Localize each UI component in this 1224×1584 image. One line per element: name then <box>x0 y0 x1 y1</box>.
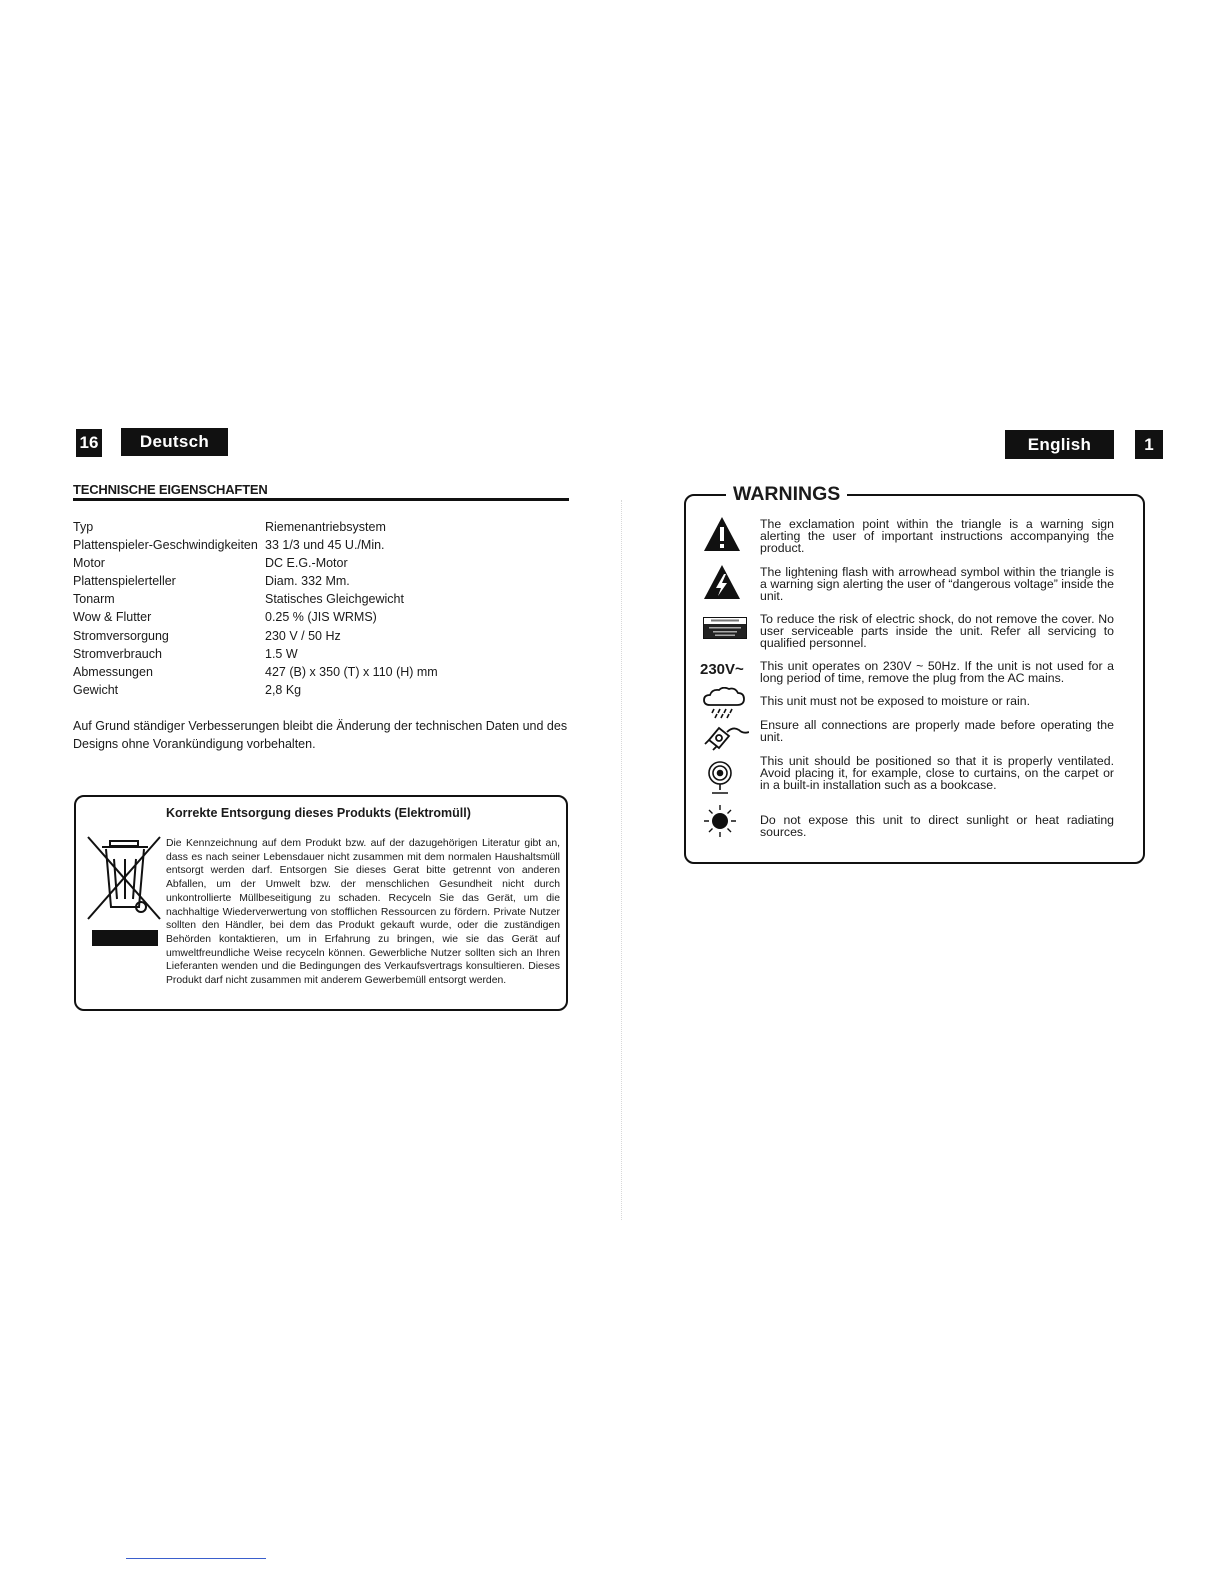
section-title: TECHNISCHE EIGENSCHAFTEN <box>73 482 569 501</box>
sun-icon <box>703 804 737 838</box>
spec-value: 2,8 Kg <box>265 682 302 697</box>
spec-value: Diam. 332 Mm. <box>265 574 350 589</box>
spec-label: Typ <box>73 520 94 534</box>
crossed-out-wheelie-bin-icon <box>86 833 162 923</box>
spec-label: Plattenspieler-Geschwindigkeiten <box>73 538 258 553</box>
page-number-right: 1 <box>1135 430 1163 459</box>
ventilation-fan-icon <box>706 760 734 796</box>
warning-text: Do not expose this unit to direct sunlight or heat radiating sources. <box>760 813 1114 839</box>
plug-icon <box>703 720 749 752</box>
spec-value: 33 1/3 und 45 U./Min. <box>265 538 385 553</box>
spec-row <box>73 681 438 699</box>
spec-change-note: Auf Grund ständiger Verbesserungen bleibt die Änderung der technischen Daten und des Designs ohne Vorankündigung vorbehalten. <box>73 719 568 751</box>
spec-label: Stromverbrauch <box>73 646 162 661</box>
language-tab-english: English <box>1005 430 1114 459</box>
spec-label: Tonarm <box>73 592 115 607</box>
disposal-black-bar <box>92 930 158 946</box>
exclamation-triangle-icon <box>702 515 742 553</box>
spec-label: Motor <box>73 556 105 571</box>
spec-label: Stromversorgung <box>73 628 169 643</box>
rain-cloud-icon <box>702 687 746 719</box>
warning-text: This unit must not be exposed to moisture or rain. <box>760 694 1030 708</box>
warning-text: This unit should be positioned so that it is properly ventilated. Avoid placing it, for example, close to curtains, on the carpet or in a built-in installation such as a bookcase. <box>760 754 1114 792</box>
spec-value: 1.5 W <box>265 646 298 661</box>
spec-row <box>73 663 438 681</box>
warning-text: To reduce the risk of electric shock, do not remove the cover. No user serviceable parts inside the unit. Refer all servicing to qualified personnel. <box>760 612 1114 650</box>
page-number-left: 16 <box>76 429 102 457</box>
lightning-triangle-icon <box>702 563 742 601</box>
warning-text: Ensure all connections are properly made before operating the unit. <box>760 718 1114 744</box>
disposal-title: Korrekte Entsorgung dieses Produkts (Elektromüll) <box>166 806 471 820</box>
spec-row <box>73 608 438 626</box>
spec-value: Statisches Gleichgewicht <box>265 592 404 607</box>
spec-table <box>73 518 438 699</box>
spec-value: Riemenantriebsystem <box>265 520 386 534</box>
voltage-icon: 230V~ <box>700 661 744 678</box>
spec-row <box>73 645 438 663</box>
spec-row <box>73 627 438 645</box>
warning-text: The exclamation point within the triangle is a warning sign alerting the user of important instructions accompanying the product. <box>760 517 1114 555</box>
page-divider <box>621 500 623 1220</box>
spec-label: Wow & Flutter <box>73 610 152 625</box>
disposal-text: Die Kennzeichnung auf dem Produkt bzw. auf der dazugehörigen Literatur gibt an, dass es nach seiner Lebensdauer nicht zusammen mit dem normalen Haushaltsmüll entsorgt werden darf. Entsorgen Sie dieses Gerat bitte getrennt von anderen Abfallen, um der Umwelt bzw. der menschlichen Gesundheit nicht durch unkontrollierte Müllbeseitigung zu schaden. Recyceln Sie das Gerät, um die nachhaltige Wiederverwertung von stofflichen Ressourcen zu fördern. Private Nutzer sollten den Händler, bei dem das Produkt gekauft wurde, oder die zuständigen Behörden kontaktieren, um in Erfahrung zu bringen, wie sie das Gerät auf umweltfreundliche Weise recyceln können. Gewerbliche Nutzer sollten sich an Ihren Lieferanten wenden und die Bedingungen des Verkaufsvertrags konsultieren. Dieses Produkt darf nicht zusammen mit anderem Gewerbemüll entsorgt werden. <box>166 838 560 987</box>
warnings-title: WARNINGS <box>726 483 847 506</box>
spec-label: Abmessungen <box>73 664 153 679</box>
spec-row <box>73 518 438 536</box>
spec-label: Gewicht <box>73 682 119 697</box>
spec-row <box>73 554 438 572</box>
spec-value: DC E.G.-Motor <box>265 556 348 571</box>
bottom-rule <box>126 1558 266 1559</box>
warning-text: This unit operates on 230V ~ 50Hz. If the unit is not used for a long period of time, remove the plug from the AC mains. <box>760 659 1114 685</box>
spec-row <box>73 590 438 608</box>
spec-row <box>73 536 438 554</box>
spec-label: Plattenspielerteller <box>73 574 176 589</box>
language-tab-deutsch: Deutsch <box>121 428 228 456</box>
spec-value: 230 V / 50 Hz <box>265 628 341 643</box>
caution-label-icon <box>703 617 747 639</box>
disposal-box <box>74 795 568 1011</box>
spec-value: 427 (B) x 350 (T) x 110 (H) mm <box>265 664 438 679</box>
warning-text: The lightening flash with arrowhead symbol within the triangle is a warning sign alerting the user of “dangerous voltage” inside the unit. <box>760 565 1114 603</box>
spec-value: 0.25 % (JIS WRMS) <box>265 610 377 625</box>
spec-row <box>73 572 438 590</box>
